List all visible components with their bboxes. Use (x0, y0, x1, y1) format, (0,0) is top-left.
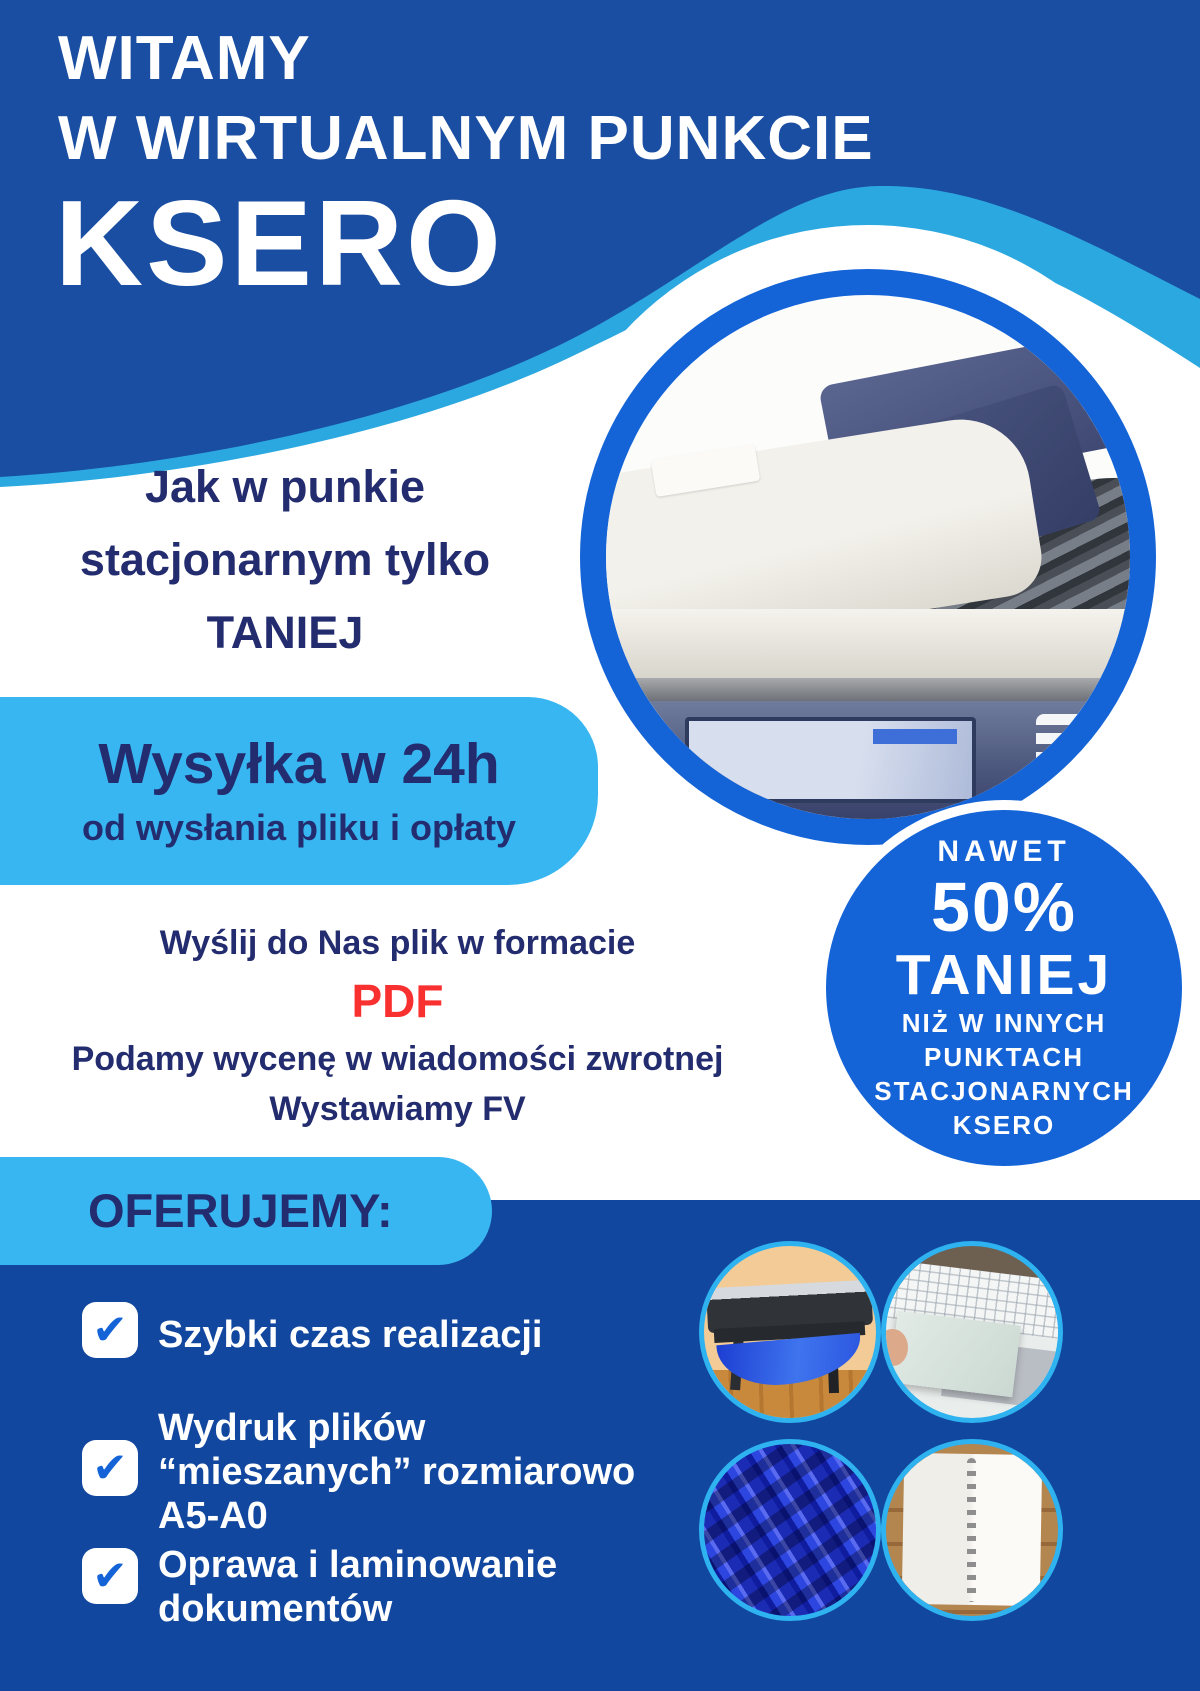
offer-item-line: “mieszanych” rozmiarowo (158, 1451, 636, 1493)
shipping-subtitle: od wysłania pliku i opłaty (81, 807, 517, 848)
checkbox-icon (82, 1440, 138, 1496)
offer-item-line: A5-A0 (158, 1495, 268, 1537)
offer-heading-pill: OFERUJEMY: (0, 1157, 492, 1265)
header-title-ksero: KSERO (55, 175, 504, 311)
pdf-format-label: PDF (351, 975, 444, 1027)
badge-nawet: NAWET (937, 835, 1071, 868)
copier-screen-button (873, 729, 958, 745)
checkmark-icon: ✔ (92, 1444, 128, 1491)
intro-text (20, 450, 550, 669)
offer-item-line: Oprawa i laminowanie (158, 1544, 558, 1586)
discount-badge (826, 810, 1182, 1166)
badge-taniej: TANIEJ (895, 943, 1113, 1007)
laminated-sheet (889, 1311, 1021, 1398)
instruction-line-1: Wyślij do Nas plik w formacie (159, 924, 636, 962)
copier-screen (685, 717, 976, 804)
instruction-line-3: Wystawiamy FV (269, 1090, 526, 1128)
intro-line: stacjonarnym tylko (79, 534, 491, 585)
shipping-box (0, 697, 598, 885)
offer-item-1 (158, 1313, 542, 1357)
checkmark-icon: ✔ (92, 1306, 128, 1353)
checkmark-icon: ✔ (92, 1552, 128, 1599)
badge-line: KSERO (952, 1110, 1056, 1140)
offer-item-2 (158, 1406, 635, 1538)
badge-percent: 50% (930, 868, 1078, 946)
badge-line: NIŻ W INNYCH (901, 1008, 1107, 1038)
laminator-photo-circle (881, 1241, 1063, 1423)
offer-section (0, 1200, 1200, 1691)
binding-combs-photo-circle (699, 1439, 881, 1621)
copier-buttons (1036, 714, 1104, 808)
badge-line: PUNKTACH (924, 1042, 1084, 1072)
intro-line: Jak w punkie (144, 461, 426, 512)
binding-combs-texture (704, 1444, 876, 1616)
copier-photo-circle (580, 269, 1156, 845)
shipping-title: Wysyłka w 24h (98, 732, 500, 796)
badge-line: STACJONARNYCH (874, 1076, 1134, 1106)
offer-item-line: Szybki czas realizacji (158, 1314, 543, 1356)
instruction-line-2: Podamy wycenę w wiadomości zwrotnej (71, 1040, 724, 1078)
instructions (25, 922, 770, 1130)
header-line-1: WITAMY (58, 24, 311, 93)
copier-mid-strip (606, 678, 1130, 702)
notebook-spiral (967, 1458, 976, 1602)
spiral-notebook-photo-circle (881, 1439, 1063, 1621)
copier-photo (606, 295, 1130, 819)
checkbox-icon (82, 1548, 138, 1604)
intro-line: TANIEJ (206, 607, 364, 658)
offer-item-line: Wydruk plików (158, 1407, 426, 1449)
offer-item-3 (158, 1543, 557, 1631)
plotter-photo-circle (699, 1241, 881, 1423)
header-line-2: W WIRTUALNYM PUNKCIE (58, 104, 874, 173)
offer-item-line: dokumentów (158, 1588, 393, 1630)
checkbox-icon (82, 1302, 138, 1358)
copier-lid-front (606, 609, 1130, 677)
